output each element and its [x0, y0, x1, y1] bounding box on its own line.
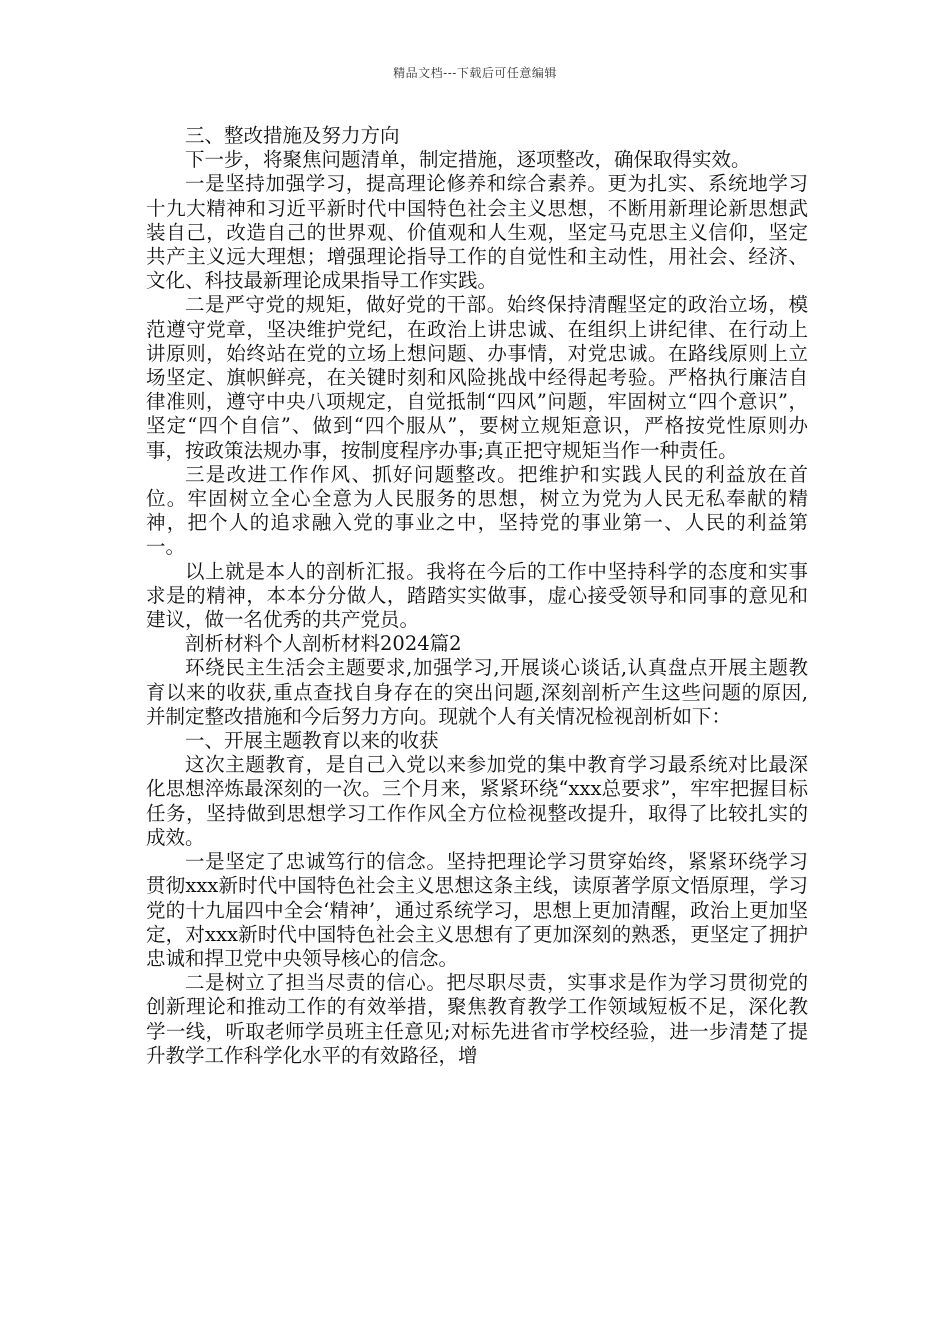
paragraph: 二是严守党的规矩，做好党的干部。始终保持清醒坚定的政治立场，模范遵守党章，坚决维护党纪，在政治上讲忠诚、在组织上讲纪律、在行动上讲原则，始终站在党的立场上想问题、办事情，对党忠诚。在路线原则上立场坚定、旗帜鲜亮，在关键时刻和风险挑战中经得起考验。严格执行廉洁自律准则，遵守中央八项规定，自觉抵制“四风”问题，牢固树立“四个意识”，坚定“四个自信”、做到“四个服从”，要树立规矩意识，严格按党性原则办事，按政策法规办事，按制度程序办事;真正把守规矩当作一种责任。 — [146, 293, 808, 462]
paragraph: 二是树立了担当尽责的信心。把尽职尽责，实事求是作为学习贯彻党的创新理论和推动工作的有效举措，聚焦教育教学工作领域短板不足，深化教学一线，听取老师学员班主任意见;对标先进省市学校经验，进一步清楚了提升教学工作科学化水平的有效路径，增 — [146, 971, 808, 1067]
paragraph: 以上就是本人的剖析汇报。我将在今后的工作中坚持科学的态度和实事求是的精神，本本分分做人，踏踏实实做事，虚心接受领导和同事的意见和建议，做一名优秀的共产党员。 — [146, 559, 808, 632]
section-heading: 一、开展主题教育以来的收获 — [185, 729, 439, 753]
paragraph: 下一步，将聚焦问题清单，制定措施，逐项整改，确保取得实效。 — [185, 148, 751, 172]
article-title: 剖析材料个人剖析材料2024篇2 — [185, 632, 462, 656]
document-body — [146, 124, 808, 1068]
section-heading: 三、整改措施及努力方向 — [185, 124, 400, 147]
paragraph: 一是坚持加强学习，提高理论修养和综合素养。更为扎实、系统地学习十九大精神和习近平新时代中国特色社会主义思想，不断用新理论新思想武装自己，改造自己的世界观、价值观和人生观，坚定马克思主义信仰，坚定共产主义远大理想；增强理论指导工作的自觉性和主动性，用社会、经济、文化、科技最新理论成果指导工作实践。 — [146, 172, 808, 293]
paragraph: 环绕民主生活会主题要求,加强学习,开展谈心谈话,认真盘点开展主题教育以来的收获,重点查找自身存在的突出问题,深刻剖析产生这些问题的原因,并制定整改措施和今后努力方向。现就个人有关情况检视剖析如下： — [146, 656, 808, 728]
paragraph: 一是坚定了忠诚笃行的信念。坚持把理论学习贯穿始终，紧紧环绕学习贯彻xxx新时代中国特色社会主义思想这条主线，读原著学原文悟原理，学习党的十九届四中全会‘精神’，通过系统学习，思想上更加清醒，政治上更加坚定，对xxx新时代中国特色社会主义思想有了更加深刻的熟悉，更坚定了拥护忠诚和捍卫党中央领导核心的信念。 — [146, 850, 808, 970]
paragraph: 这次主题教育，是自己入党以来参加党的集中教育学习最系统对比最深化思想淬炼最深刻的一次。三个月来，紧紧环绕“xxx总要求”，牢牢把握目标任务，坚持做到思想学习工作作风全方位检视整改提升，取得了比较扎实的成效。 — [146, 753, 808, 849]
paragraph: 三是改进工作作风、抓好问题整改。把维护和实践人民的利益放在首位。牢固树立全心全意为人民服务的思想，树立为党为人民无私奉献的精神，把个人的追求融入党的事业之中，坚持党的事业第一、人民的利益第一。 — [146, 462, 808, 559]
page-header: 精品文档---下载后可任意编辑 — [393, 66, 557, 80]
